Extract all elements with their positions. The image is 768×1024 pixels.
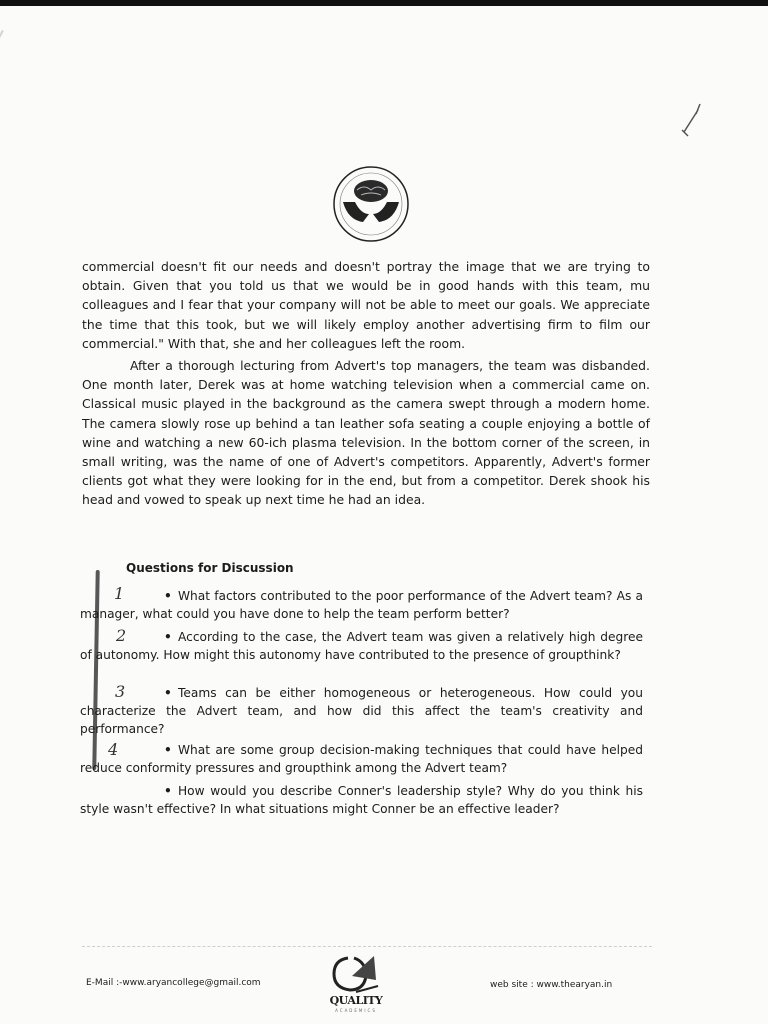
question-text: Teams can be either homogeneous or heterogeneous. How could you characterize the Advert team, and how did this affect the team's creativity and performance? [80, 686, 643, 736]
footer-email[interactable]: E-Mail :-www.aryancollege@gmail.com [86, 978, 261, 988]
question-item [80, 741, 643, 777]
logo-brand-text: QUALITY [329, 994, 383, 1007]
quality-logo-icon [326, 952, 386, 994]
question-text: How would you describe Conner's leadership style? Why do you think his style wasn't effective? In what situations might Conner be an effective leader? [80, 784, 643, 816]
handwritten-number-1: 1 [114, 584, 125, 603]
question-text: What factors contributed to the poor performance of the Advert team? As a manager, what could you have done to help the team perform better? [80, 589, 643, 621]
bullet-icon: • [164, 589, 172, 603]
handwritten-number-3: 3 [115, 682, 126, 701]
brain-hands-logo-icon [331, 164, 411, 244]
footer-website[interactable]: web site : www.thearyan.in [490, 980, 613, 990]
bullet-icon: • [164, 686, 172, 700]
paragraph-1: commercial doesn't fit our needs and doesn't portray the image that we are trying to obtain. Given that you told us that we would be in good hands with this team, mu colleagues and I fear that your company will not be able to meet our goals. We appreciate the time that this took, but we will likely employ another advertising firm to film our commercial." With that, she and her colleagues left the room. [82, 259, 650, 351]
quality-academics-logo [326, 952, 386, 1016]
footer-divider [82, 946, 652, 947]
paragraph-2: After a thorough lecturing from Advert's top managers, the team was disbanded. One month later, Derek was at home watching television when a commercial came on. Classical music played in the background as the camera swept through a modern home. The camera slowly rose up behind a tan leather sofa seating a couple enjoying a bottle of wine and watching a new 60-ich plasma television. In the bottom corner of the screen, in small writing, was the name of one of Advert's competitors. Apparently, Advert's former clients got what they were looking for in the end, but from a competitor. Derek shook his head and vowed to speak up next time he had an idea. [82, 358, 650, 508]
question-item [80, 782, 643, 818]
question-text: According to the case, the Advert team was given a relatively high degree of autonomy. How might this autonomy have contributed to the presence of groupthink? [80, 630, 643, 662]
scan-artifact-mark [678, 100, 706, 140]
handwritten-number-2: 2 [116, 626, 127, 645]
question-text: What are some group decision-making techniques that could have helped reduce conformity pressures and groupthink among the Advert team? [80, 743, 643, 775]
question-item [80, 628, 643, 664]
bullet-icon: • [164, 784, 172, 798]
question-item [80, 684, 643, 738]
question-item [80, 587, 643, 623]
logo-sub-text: ACADEMICS [335, 1008, 377, 1013]
scan-artifact-line [0, 30, 4, 225]
questions-heading: Questions for Discussion [126, 561, 294, 575]
bullet-icon: • [164, 743, 172, 757]
bullet-icon: • [164, 630, 172, 644]
handwritten-number-4: 4 [108, 740, 119, 759]
scan-top-border [0, 0, 768, 6]
